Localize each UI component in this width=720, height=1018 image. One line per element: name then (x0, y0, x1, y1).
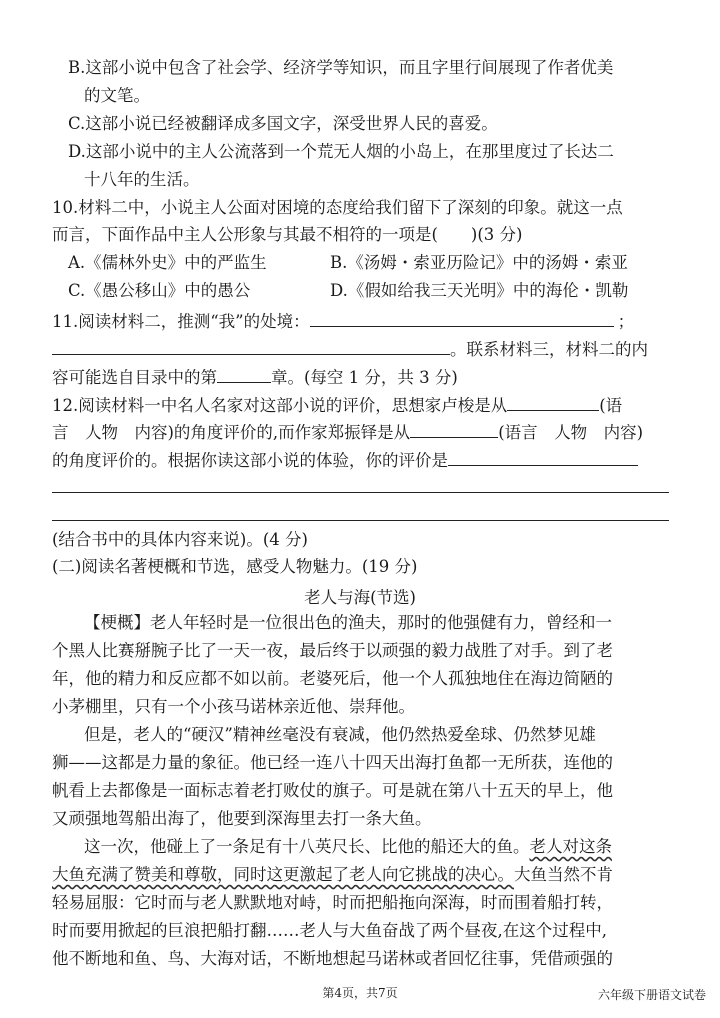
q10-option-b: B.《汤姆・索亚历险记》中的汤姆・索亚 (330, 253, 628, 272)
q12-zheng-blank[interactable] (410, 421, 498, 438)
exam-name: 六年级下册语文试卷 (597, 988, 706, 1002)
q12-line2 (52, 421, 643, 443)
q10-option-c: C.《愚公移山》中的愚公 (68, 281, 251, 300)
q12-line1 (52, 394, 622, 416)
passage-line (84, 837, 612, 857)
q12-evaluation-blank[interactable] (448, 449, 638, 466)
q11-prompt: 11.阅读材料二，推测“我”的处境： (52, 312, 310, 331)
q11-semicolon: ； (617, 312, 635, 331)
q10-option-d: D.《假如给我三天光明》中的海伦・凯勒 (330, 281, 629, 300)
q9-option-b-line1: B.这部小说中包含了社会学、经济学等知识，而且字里行间展现了作者优美 (68, 58, 614, 77)
passage-text: 大鱼当然不肯 (514, 865, 613, 884)
passage-line: 轻易屈服：它时而与老人默默地对峙，时而把船拖向深海，时而围着船打转， (52, 893, 613, 912)
passage-line: 【梗概】老人年轻时是一位很出色的渔夫，那时的他强健有力，曾经和一 (84, 613, 612, 632)
q12-line2-prefix: 言 人物 内容)的角度评价的,而作家郑振铎是从 (52, 423, 411, 442)
q11-line3 (52, 366, 458, 388)
q11-line1 (52, 310, 634, 332)
passage-line: 帆看上去都像是一面标志着老打败仗的旗子。可是就在第八十五天的早上，他 (52, 781, 613, 800)
passage-title: 老人与海(节选) (304, 588, 416, 607)
q9-option-d-line1: D.这部小说中的主人公流落到一个荒无人烟的小岛上，在那里度过了长达二 (68, 142, 614, 161)
q11-answer-blank-1[interactable] (310, 310, 614, 327)
q11-answer-blank-2[interactable] (52, 338, 450, 355)
q12-note: (结合书中的具体内容来说)。(4 分) (52, 530, 308, 549)
passage-line: 但是，老人的“硬汉”精神丝毫没有衰减，他仍然热爱垒球、仍然梦见雄 (84, 725, 596, 744)
passage-line: 时而要用掀起的巨浪把船打翻……老人与大鱼奋战了两个昼夜,在这个过程中, (52, 921, 607, 940)
page-number: 第4页，共7页 (322, 986, 398, 1000)
q12-line3 (52, 449, 638, 471)
q12-answer-line-2[interactable] (52, 520, 669, 521)
q12-line1-suffix: (语 (599, 396, 623, 415)
passage-line: 年，他的精力和反应都不如以前。老婆死后，他一个人孤独地住在海边简陋的 (52, 669, 613, 688)
passage-line: 小茅棚里，只有一个小孩马诺林亲近他、崇拜他。 (52, 697, 415, 716)
passage-line: 他不断地和鱼、鸟、大海对话，不断地想起马诺林或者回忆往事，凭借顽强的 (52, 949, 613, 968)
q12-rousseau-blank[interactable] (507, 394, 599, 411)
passage-line: 又顽强地驾船出海了，他要到深海里去打一条大鱼。 (52, 809, 432, 828)
wavy-underlined-text: 老人对这条 (529, 837, 612, 856)
passage-line: 个黑人比赛掰腕子比了一天一夜，最后终于以顽强的毅力战胜了对手。到了老 (52, 641, 613, 660)
q11-chapter-blank[interactable] (217, 366, 271, 383)
q11-line2-text: 。联系材料三，材料二的内 (450, 340, 648, 359)
q12-answer-line-1[interactable] (52, 492, 669, 493)
q11-line3-prefix: 容可能选自目录中的第 (52, 368, 217, 387)
q12-line2-suffix: (语言 人物 内容) (498, 423, 644, 442)
q10-stem-line1: 10.材料二中，小说主人公面对困境的态度给我们留下了深刻的印象。就这一点 (52, 198, 623, 217)
q12-line3-prefix: 的角度评价的。根据你读这部小说的体验，你的评价是 (52, 451, 448, 470)
q9-option-d-line2: 十八年的生活。 (84, 170, 200, 189)
q11-line2 (52, 338, 648, 360)
q10-option-a: A.《儒林外史》中的严监生 (68, 253, 267, 272)
section2-heading: (二)阅读名著梗概和节选，感受人物魅力。(19 分) (52, 557, 418, 576)
q9-option-b-line2: 的文笔。 (84, 86, 150, 105)
q12-line1-prefix: 12.阅读材料一中名人名家对这部小说的评价，思想家卢梭是从 (52, 396, 508, 415)
q10-stem-line2: 而言，下面作品中主人公形象与其最不相符的一项是( )(3 分) (52, 225, 523, 244)
passage-text: 这一次，他碰上了一条足有十八英尺长、比他的船还大的鱼。 (84, 837, 530, 856)
q11-line3-suffix: 章。(每空 1 分，共 3 分) (271, 368, 458, 387)
passage-line: 狮——这都是力量的象征。他已经一连八十四天出海打鱼都一无所获，连他的 (52, 753, 613, 772)
q9-option-c: C.这部小说已经被翻译成多国文字，深受世界人民的喜爱。 (68, 114, 498, 133)
wavy-underlined-text: 大鱼充满了赞美和尊敬，同时这更激起了老人向它挑战的决心。 (52, 865, 514, 884)
passage-line (52, 865, 613, 885)
